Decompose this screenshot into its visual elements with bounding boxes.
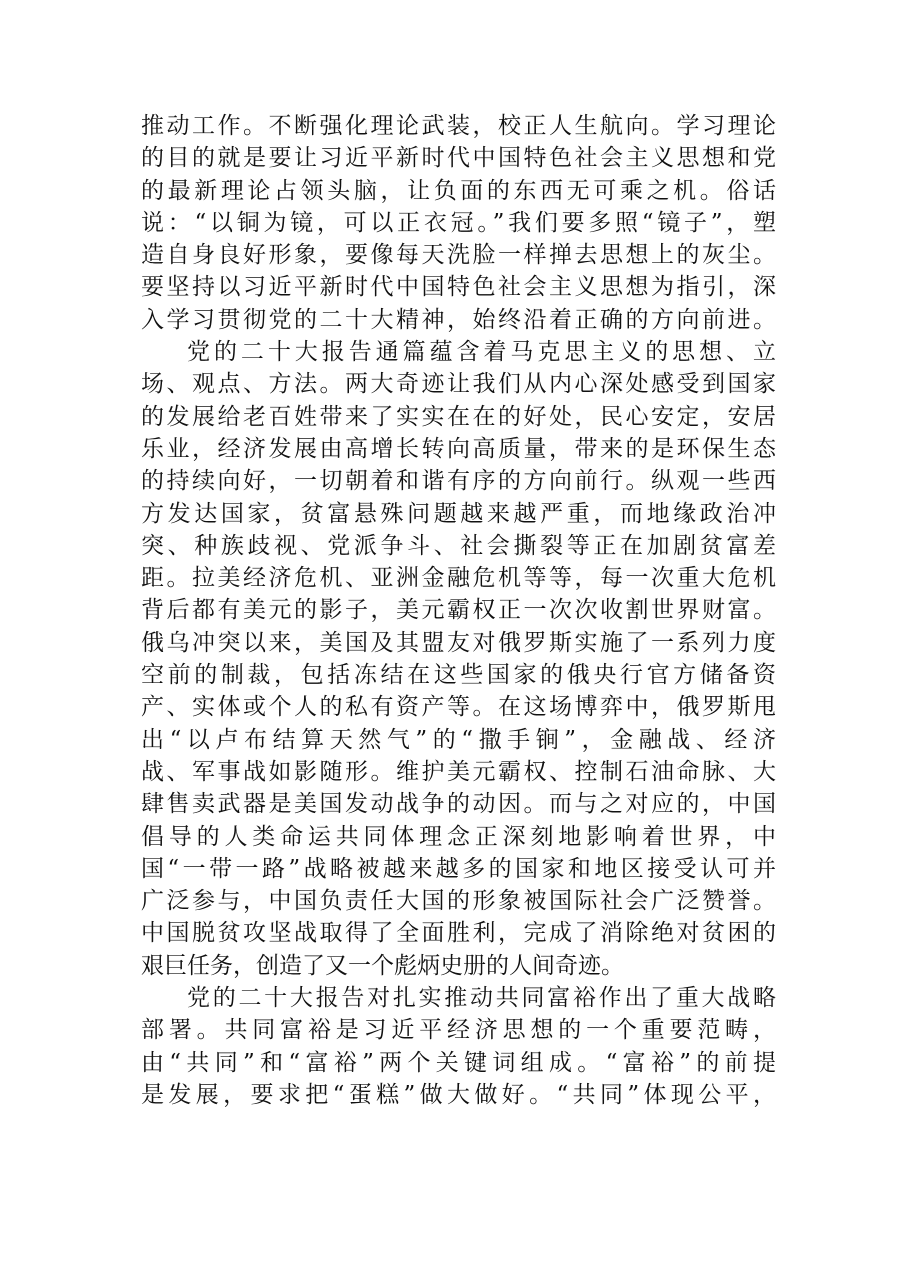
text-line: 艰巨任务，创造了又一个彪炳史册的人间奇迹。 — [141, 952, 624, 979]
text-line: 产、实体或个人的私有资产等。在这场博弈中，俄罗斯甩 — [141, 694, 776, 721]
text-line: 背后都有美元的影子，美元霸权正一次次收割世界财富。 — [141, 597, 776, 624]
text-line: 的持续向好，一切朝着和谐有序的方向前行。纵观一些西 — [141, 468, 776, 495]
paragraph-1 — [141, 110, 776, 336]
text-line: 空前的制裁，包括冻结在这些国家的俄央行官方储备资 — [141, 662, 776, 689]
text-line: 的最新理论占领头脑，让负面的东西无可乘之机。俗话 — [141, 177, 776, 204]
text-line: 的发展给老百姓带来了实实在在的好处，民心安定，安居 — [141, 403, 776, 430]
text-line: 倡导的人类命运共同体理念正深刻地影响着世界，中 — [141, 823, 776, 850]
text-line: 战、军事战如影随形。维护美元霸权、控制石油命脉、大 — [141, 758, 776, 785]
text-line: 出“以卢布结算天然气”的“撒手锏”，金融战、经济 — [141, 726, 776, 753]
text-line: 造自身良好形象，要像每天洗脸一样掸去思想上的灰尘。 — [141, 242, 776, 269]
text-line: 要坚持以习近平新时代中国特色社会主义思想为指引，深 — [141, 274, 776, 301]
text-line: 由“共同”和“富裕”两个关键词组成。“富裕”的前提 — [141, 1049, 776, 1076]
text-line: 的目的就是要让习近平新时代中国特色社会主义思想和党 — [141, 145, 776, 172]
text-line: 部署。共同富裕是习近平经济思想的一个重要范畴， — [141, 1017, 776, 1044]
text-line: 国“一带一路”战略被越来越多的国家和地区接受认可并 — [141, 855, 776, 882]
text-line: 乐业，经济发展由高增长转向高质量，带来的是环保生态 — [141, 435, 776, 462]
text-line: 说：“以铜为镜，可以正衣冠。”我们要多照“镜子”，塑 — [141, 209, 776, 236]
text-line: 突、种族歧视、党派争斗、社会撕裂等正在加剧贫富差 — [141, 532, 776, 559]
text-line: 距。拉美经济危机、亚洲金融危机等等，每一次重大危机 — [141, 565, 776, 592]
text-line: 俄乌冲突以来，美国及其盟友对俄罗斯实施了一系列力度 — [141, 629, 776, 656]
text-line: 场、观点、方法。两大奇迹让我们从内心深处感受到国家 — [141, 371, 776, 398]
paragraph-3 — [141, 982, 776, 1111]
text-line: 推动工作。不断强化理论武装，校正人生航向。学习理论 — [141, 113, 776, 139]
document-body — [141, 110, 776, 1111]
text-line: 是发展，要求把“蛋糕”做大做好。“共同”体现公平， — [141, 1081, 776, 1108]
text-line: 中国脱贫攻坚战取得了全面胜利，完成了消除绝对贫困的 — [141, 920, 776, 947]
text-line: 肆售卖武器是美国发动战争的动因。而与之对应的，中国 — [141, 791, 776, 818]
paragraph-2 — [141, 336, 776, 982]
text-line: 入学习贯彻党的二十大精神，始终沿着正确的方向前进。 — [141, 306, 776, 333]
text-line: 党的二十大报告对扎实推动共同富裕作出了重大战略 — [187, 985, 776, 1012]
text-line: 方发达国家，贫富悬殊问题越来越严重，而地缘政治冲 — [141, 500, 776, 527]
text-line: 党的二十大报告通篇蕴含着马克思主义的思想、立 — [187, 339, 776, 366]
text-line: 广泛参与，中国负责任大国的形象被国际社会广泛赞誉。 — [141, 888, 776, 915]
